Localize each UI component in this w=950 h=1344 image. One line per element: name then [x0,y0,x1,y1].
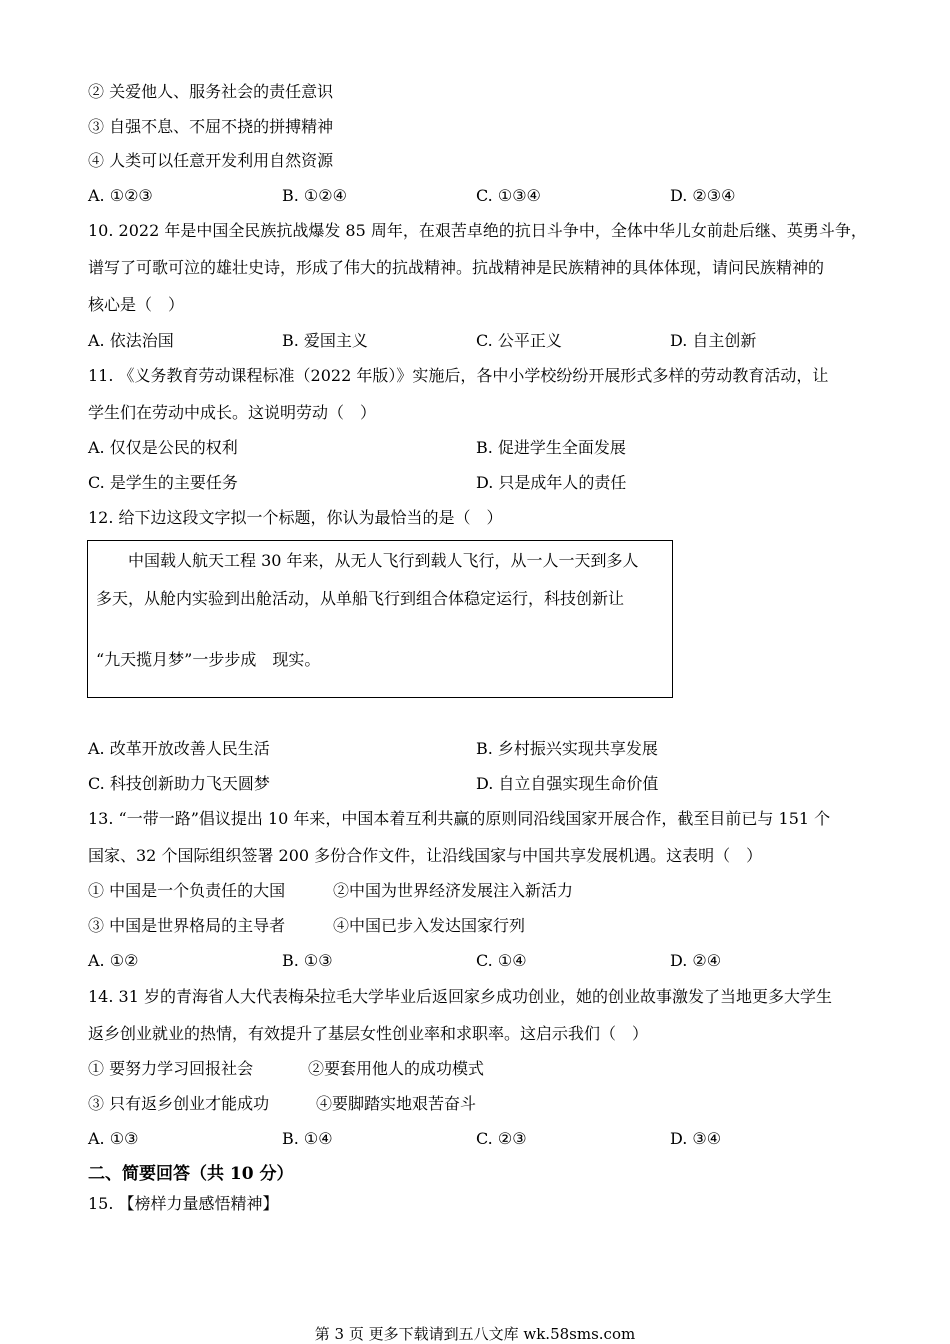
q13-statement-3: ③ 中国是世界格局的主导者 [88,916,286,935]
q10-stem-line-3: 核心是（ ） [88,295,185,314]
q14-statement-4: ④要脚踏实地艰苦奋斗 [316,1094,477,1113]
q11-stem-line-1: 11. 《义务教育劳动课程标准（2022 年版）》实施后，各中小学校纷纷开展形式多样的劳动教育活动，让 [88,366,829,385]
q10-option-b: B. 爱国主义 [282,331,368,350]
q14-statement-3: ③ 只有返乡创业才能成功 [88,1094,270,1113]
q12-stem: 12. 给下边这段文字拟一个标题，你认为最恰当的是（ ） [88,508,503,527]
q14-statement-2: ②要套用他人的成功模式 [308,1059,485,1078]
q14-statement-1: ① 要努力学习回报社会 [88,1059,254,1078]
page-footer: 第 3 页 更多下载请到五八文库 wk.58sms.com [314,1325,636,1343]
q12-passage-line-2: 多天，从舱内实验到出舱活动，从单船飞行到组合体稳定运行，科技创新让 [96,589,625,608]
q9-option-d: D. ②③④ [670,186,736,205]
q10-option-a: A. 依法治国 [88,331,174,350]
q13-option-a: A. ①② [88,951,139,970]
q14-stem-line-2: 返乡创业就业的热情，有效提升了基层女性创业率和求职率。这启示我们（ ） [88,1024,649,1043]
q15-heading: 15. 【榜样力量感悟精神】 [88,1194,279,1213]
q9-statement-3: ③ 自强不息、不屈不挠的拼搏精神 [88,117,334,136]
q13-statement-1: ① 中国是一个负责任的大国 [88,881,286,900]
q13-stem-line-2: 国家、32 个国际组织签署 200 多份合作文件，让沿线国家与中国共享发展机遇。这表明（ ） [88,846,763,865]
q13-option-c: C. ①④ [476,951,527,970]
q10-option-d: D. 自主创新 [670,331,757,350]
q11-stem-line-2: 学生们在劳动中成长。这说明劳动（ ） [88,403,377,422]
q9-option-a: A. ①②③ [88,186,153,205]
q10-option-c: C. 公平正义 [476,331,562,350]
section-2-title: 二、简要回答（共 10 分） [88,1164,294,1184]
q12-passage-line-1: 中国载人航天工程 30 年来，从无人飞行到载人飞行，从一人一天到多人 [96,551,639,570]
q11-option-c: C. 是学生的主要任务 [88,473,238,492]
q12-passage-line-3: “九天揽月梦”一步步成 现实。 [96,650,321,669]
q12-option-b: B. 乡村振兴实现共享发展 [476,739,658,758]
q13-option-b: B. ①③ [282,951,333,970]
q12-option-a: A. 改革开放改善人民生活 [88,739,270,758]
q10-stem-line-1: 10. 2022 年是中国全民族抗战爆发 85 周年，在艰苦卓绝的抗日斗争中，全体中华儿女前赴后继、英勇斗争， [88,221,867,240]
q9-option-c: C. ①③④ [476,186,541,205]
q14-option-b: B. ①④ [282,1129,333,1148]
q12-option-d: D. 自立自强实现生命价值 [476,774,659,793]
q10-stem-line-2: 谱写了可歌可泣的雄壮史诗，形成了伟大的抗战精神。抗战精神是民族精神的具体体现，请问民族精神的 [88,258,825,277]
q14-option-a: A. ①③ [88,1129,139,1148]
q9-statement-2: ② 关爱他人、服务社会的责任意识 [88,82,334,101]
q13-option-d: D. ②④ [670,951,722,970]
q11-option-d: D. 只是成年人的责任 [476,473,627,492]
q14-option-c: C. ②③ [476,1129,527,1148]
q9-statement-4: ④ 人类可以任意开发利用自然资源 [88,151,334,170]
q13-statement-4: ④中国已步入发达国家行列 [333,916,526,935]
q12-option-c: C. 科技创新助力飞天圆梦 [88,774,270,793]
q11-option-a: A. 仅仅是公民的权利 [88,438,238,457]
q14-stem-line-1: 14. 31 岁的青海省人大代表梅朵拉毛大学毕业后返回家乡成功创业，她的创业故事激发了当地更多大学生 [88,987,832,1006]
q13-statement-2: ②中国为世界经济发展注入新活力 [333,881,574,900]
q9-option-b: B. ①②④ [282,186,347,205]
q11-option-b: B. 促进学生全面发展 [476,438,626,457]
q13-stem-line-1: 13. “一带一路”倡议提出 10 年来，中国本着互利共赢的原则同沿线国家开展合作，截至目前已与 151 个 [88,809,831,828]
q14-option-d: D. ③④ [670,1129,722,1148]
